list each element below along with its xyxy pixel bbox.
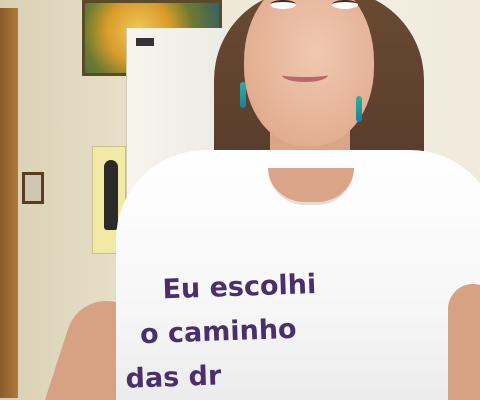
shirt-print-text <box>125 259 442 400</box>
door-frame <box>0 8 18 398</box>
smile <box>282 68 328 82</box>
left-eye <box>270 0 296 9</box>
shirt-text-line-1: Eu escolhi <box>161 269 317 306</box>
shirt-text-line-3: das dr <box>125 360 222 395</box>
cabinet-label <box>136 38 154 46</box>
right-arm <box>448 284 480 400</box>
small-wall-frame <box>22 172 44 204</box>
left-earring <box>240 82 246 108</box>
right-earring <box>356 96 362 122</box>
shirt-text-line-2: o caminho <box>139 313 298 351</box>
right-eye <box>332 0 358 9</box>
poster-figure <box>104 160 118 230</box>
